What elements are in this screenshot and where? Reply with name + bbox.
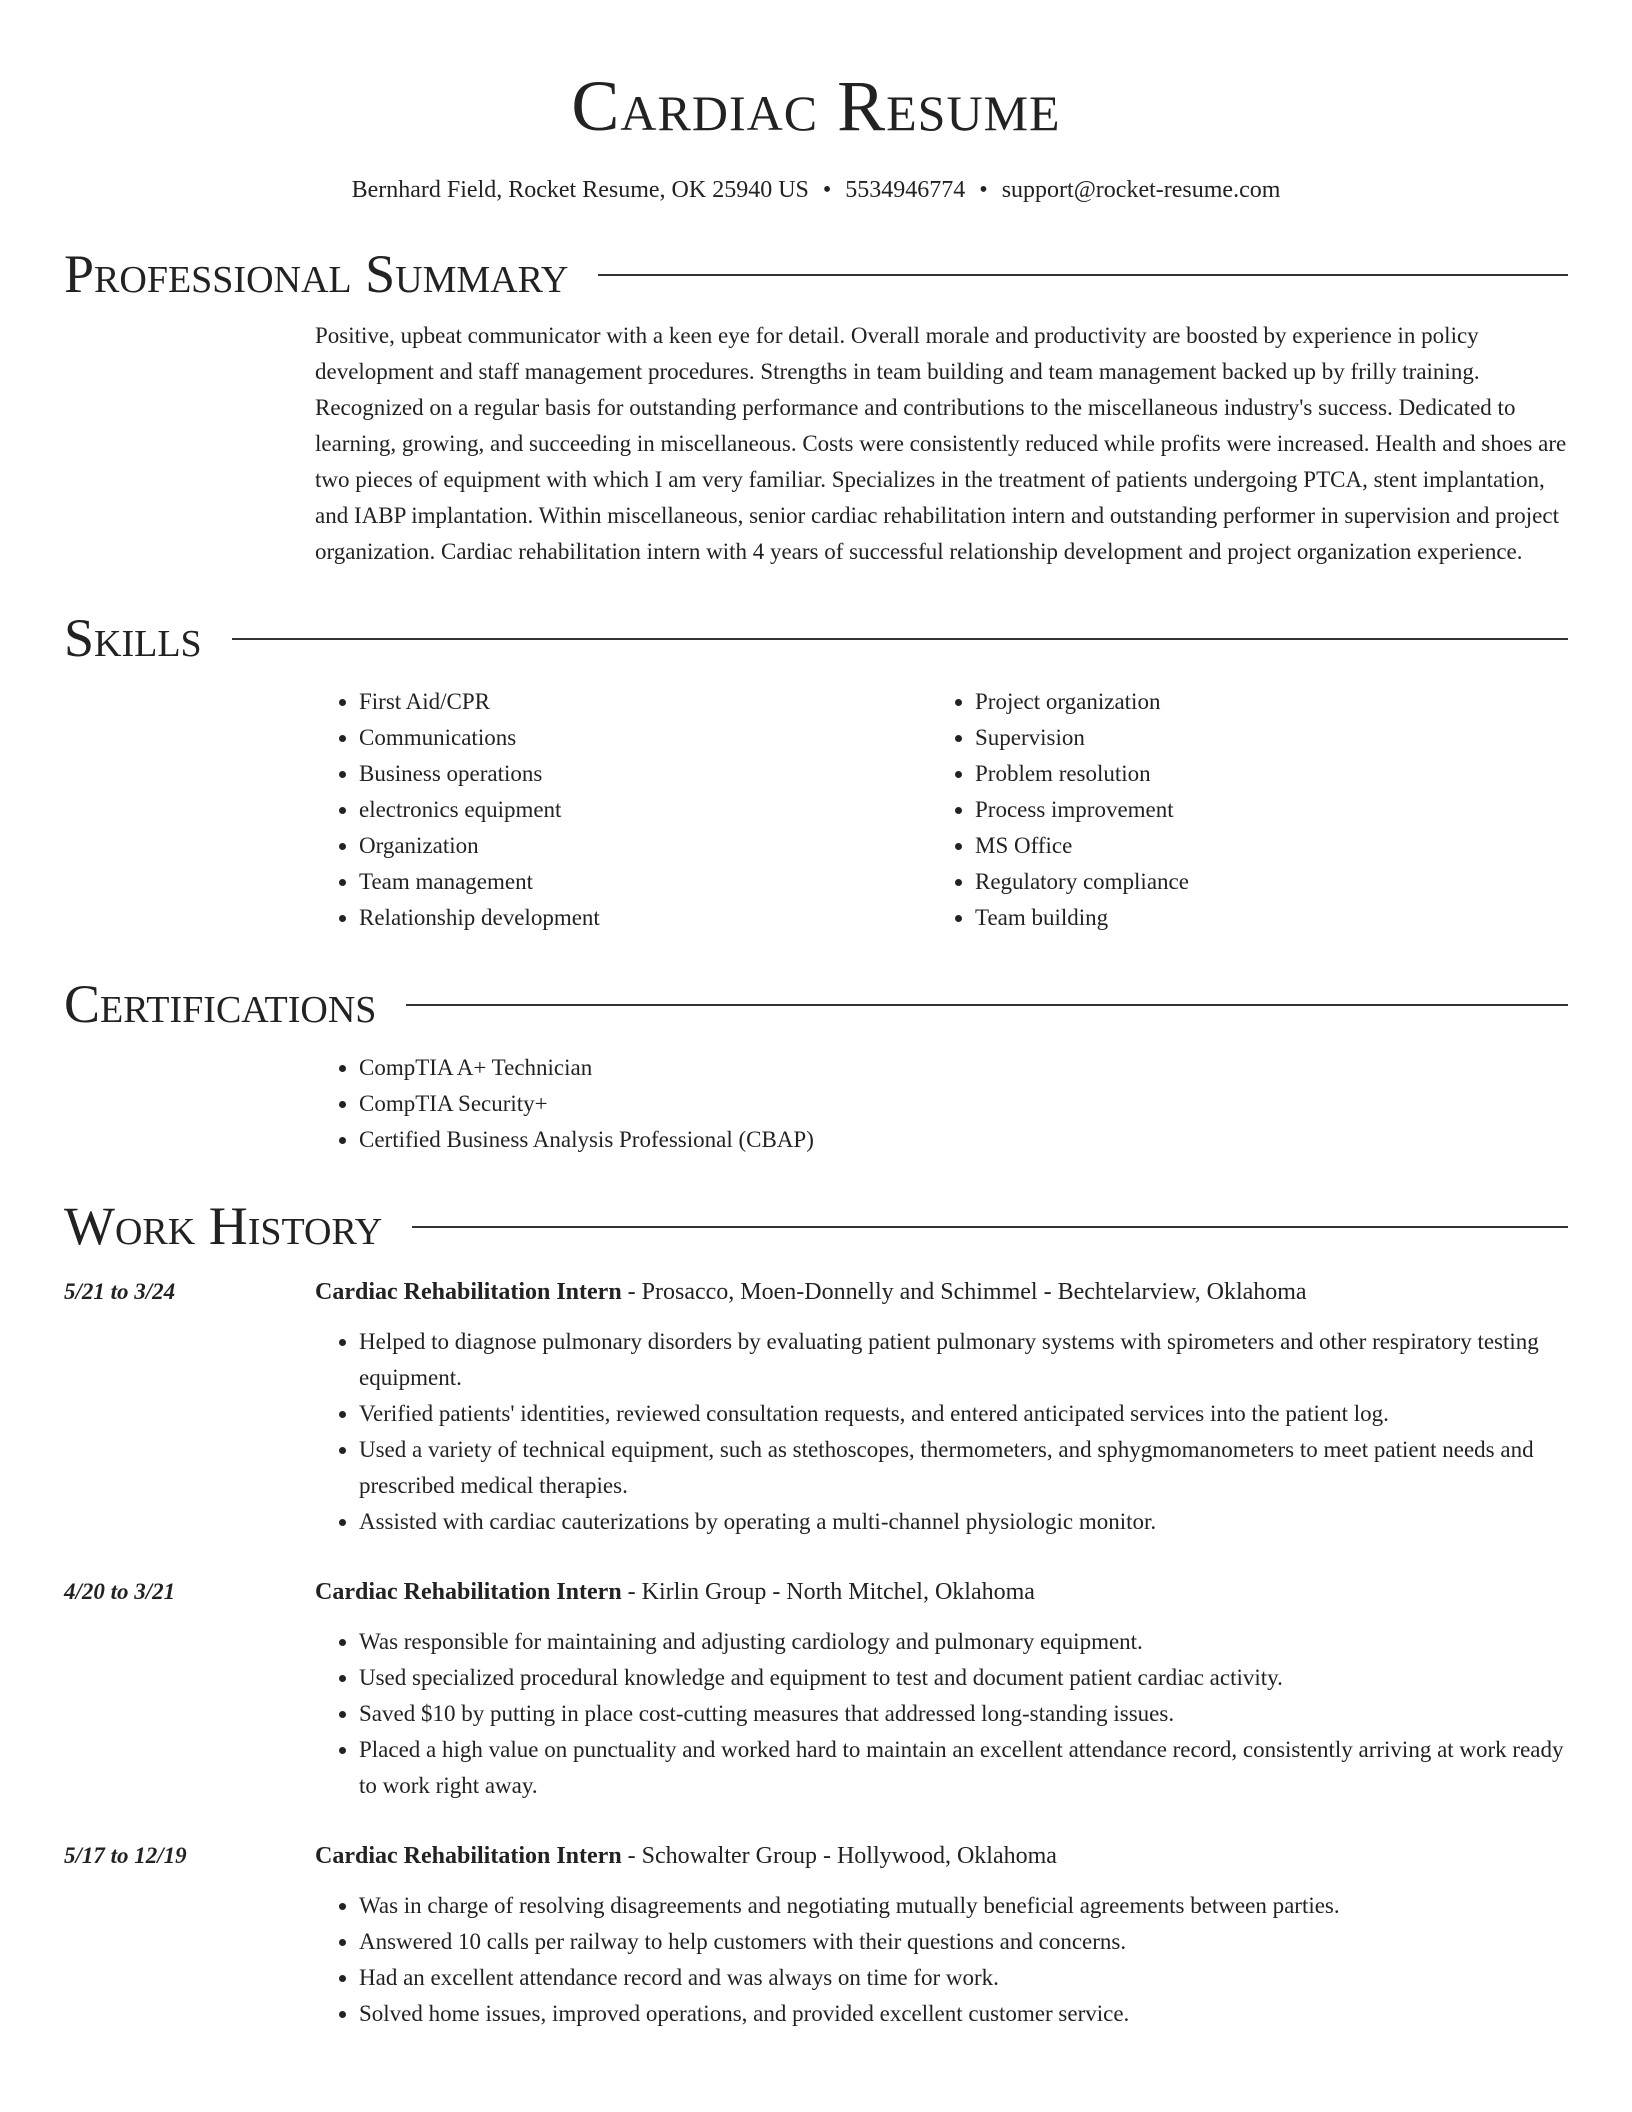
skill-item: • Communications: [359, 720, 931, 756]
job-dates: 5/17 to 12/19: [64, 1843, 187, 1868]
job-heading: [315, 1572, 1568, 1612]
job-bullet: • Placed a high value on punctuality and worked hard to maintain an excellent attendance record, consistently arriving at work ready to work right away.: [359, 1732, 1568, 1804]
skill-item: • First Aid/CPR: [359, 684, 931, 720]
certification-item: • CompTIA Security+: [359, 1086, 1568, 1122]
job-bullet: • Was in charge of resolving disagreements and negotiating mutually beneficial agreements between parties.: [359, 1888, 1568, 1924]
skill-item: • Supervision: [975, 720, 1547, 756]
job-title: Cardiac Rehabilitation Intern: [315, 1579, 622, 1605]
job-dates: 4/20 to 3/21: [64, 1579, 176, 1604]
job-employer: - Prosacco, Moen-Donnelly and Schimmel - Bechtelarview, Oklahoma: [621, 1279, 1307, 1305]
section-title-certifications: Certifications: [64, 974, 377, 1034]
job-entry: [64, 1572, 1568, 1804]
job-title: Cardiac Rehabilitation Intern: [315, 1843, 622, 1869]
section-divider: [598, 274, 1568, 276]
certifications-section-header: [64, 972, 1568, 1036]
resume-page: [64, 0, 1568, 2032]
contact-separator: •: [979, 177, 988, 203]
section-divider: [412, 1226, 1568, 1228]
summary-text: Positive, upbeat communicator with a keen eye for detail. Overall morale and productivity are boosted by experience in policy development and staff management procedures. Strengths in team building and team management backed up by frilly training. Recognized on a regular basis for outstanding performance and contributions to the miscellaneous industry's success. Dedicated to learning, growing, and succeeding in miscellaneous. Costs were consistently reduced while profits were increased. Health and shoes are two pieces of equipment with which I am very familiar. Specializes in the treatment of patients undergoing PTCA, stent implantation, and IABP implantation. Within miscellaneous, senior cardiac rehabilitation intern and outstanding performer in supervision and project organization. Cardiac rehabilitation intern with 4 years of successful relationship development and project organization experience.: [315, 323, 1567, 564]
skill-item: • Team management: [359, 864, 931, 900]
job-employer: - Schowalter Group - Hollywood, Oklahoma: [621, 1843, 1057, 1869]
contact-separator: •: [822, 177, 832, 203]
job-entry: [64, 1836, 1568, 2032]
job-title: Cardiac Rehabilitation Intern: [315, 1279, 622, 1305]
summary-section-header: [64, 242, 1568, 306]
job-bullets: [315, 1624, 1568, 1804]
job-bullet: • Used a variety of technical equipment, such as stethoscopes, thermometers, and sphygmomanometers to meet patient needs and prescribed medical therapies.: [359, 1432, 1568, 1504]
skill-item: • Problem resolution: [975, 756, 1547, 792]
job-heading: [315, 1836, 1568, 1876]
skill-item: • Process improvement: [975, 792, 1547, 828]
job-bullet: • Saved $10 by putting in place cost-cutting measures that addressed long-standing issues.: [359, 1696, 1568, 1732]
certification-item: • CompTIA A+ Technician: [359, 1050, 1568, 1086]
job-entry: [64, 1272, 1568, 1540]
skill-item: • electronics equipment: [359, 792, 931, 828]
job-bullet: • Verified patients' identities, reviewed consultation requests, and entered anticipated services into the patient log.: [359, 1396, 1568, 1432]
contact-line: [64, 174, 1568, 206]
skill-item: • Team building: [975, 900, 1547, 936]
job-bullet: • Answered 10 calls per railway to help customers with their questions and concerns.: [359, 1924, 1568, 1960]
skill-item: • MS Office: [975, 828, 1547, 864]
job-bullet: • Had an excellent attendance record and was always on time for work.: [359, 1960, 1568, 1996]
skill-item: • Relationship development: [359, 900, 931, 936]
section-title-skills: Skills: [64, 608, 202, 668]
job-bullet: • Solved home issues, improved operations, and provided excellent customer service.: [359, 1996, 1568, 2032]
job-employer: - Kirlin Group - North Mitchel, Oklahoma: [621, 1579, 1035, 1605]
job-bullets: [315, 1888, 1568, 2032]
skill-item: • Business operations: [359, 756, 931, 792]
job-dates: 5/21 to 3/24: [64, 1279, 176, 1304]
contact-phone: 5534946774: [845, 177, 966, 203]
skills-section-header: [64, 606, 1568, 670]
job-bullet: • Helped to diagnose pulmonary disorders by evaluating patient pulmonary systems with spirometers and other respiratory testing equipment.: [359, 1324, 1568, 1396]
section-divider: [232, 638, 1568, 640]
skills-column-left: [315, 684, 931, 936]
certifications-list: [315, 1050, 1568, 1158]
section-title-summary: Professional Summary: [64, 244, 569, 304]
skills-column-right: [931, 684, 1547, 936]
skill-item: • Organization: [359, 828, 931, 864]
work-section-header: [64, 1194, 1568, 1258]
skills-list: [315, 684, 1568, 936]
resume-name: Cardiac Resume: [571, 66, 1061, 146]
section-divider: [406, 1004, 1568, 1006]
job-bullet: • Used specialized procedural knowledge and equipment to test and document patient cardiac activity.: [359, 1660, 1568, 1696]
job-bullets: [315, 1324, 1568, 1540]
job-bullet: • Was responsible for maintaining and adjusting cardiology and pulmonary equipment.: [359, 1624, 1568, 1660]
contact-email: support@rocket-resume.com: [1001, 177, 1281, 203]
section-title-work-history: Work History: [64, 1196, 383, 1256]
skill-item: • Regulatory compliance: [975, 864, 1547, 900]
job-bullet: • Assisted with cardiac cauterizations by operating a multi-channel physiologic monitor.: [359, 1504, 1568, 1540]
contact-address: Bernhard Field, Rocket Resume, OK 25940 US: [351, 177, 809, 203]
certification-item: • Certified Business Analysis Professional (CBAP): [359, 1122, 1568, 1158]
skill-item: • Project organization: [975, 684, 1547, 720]
job-heading: [315, 1272, 1568, 1312]
